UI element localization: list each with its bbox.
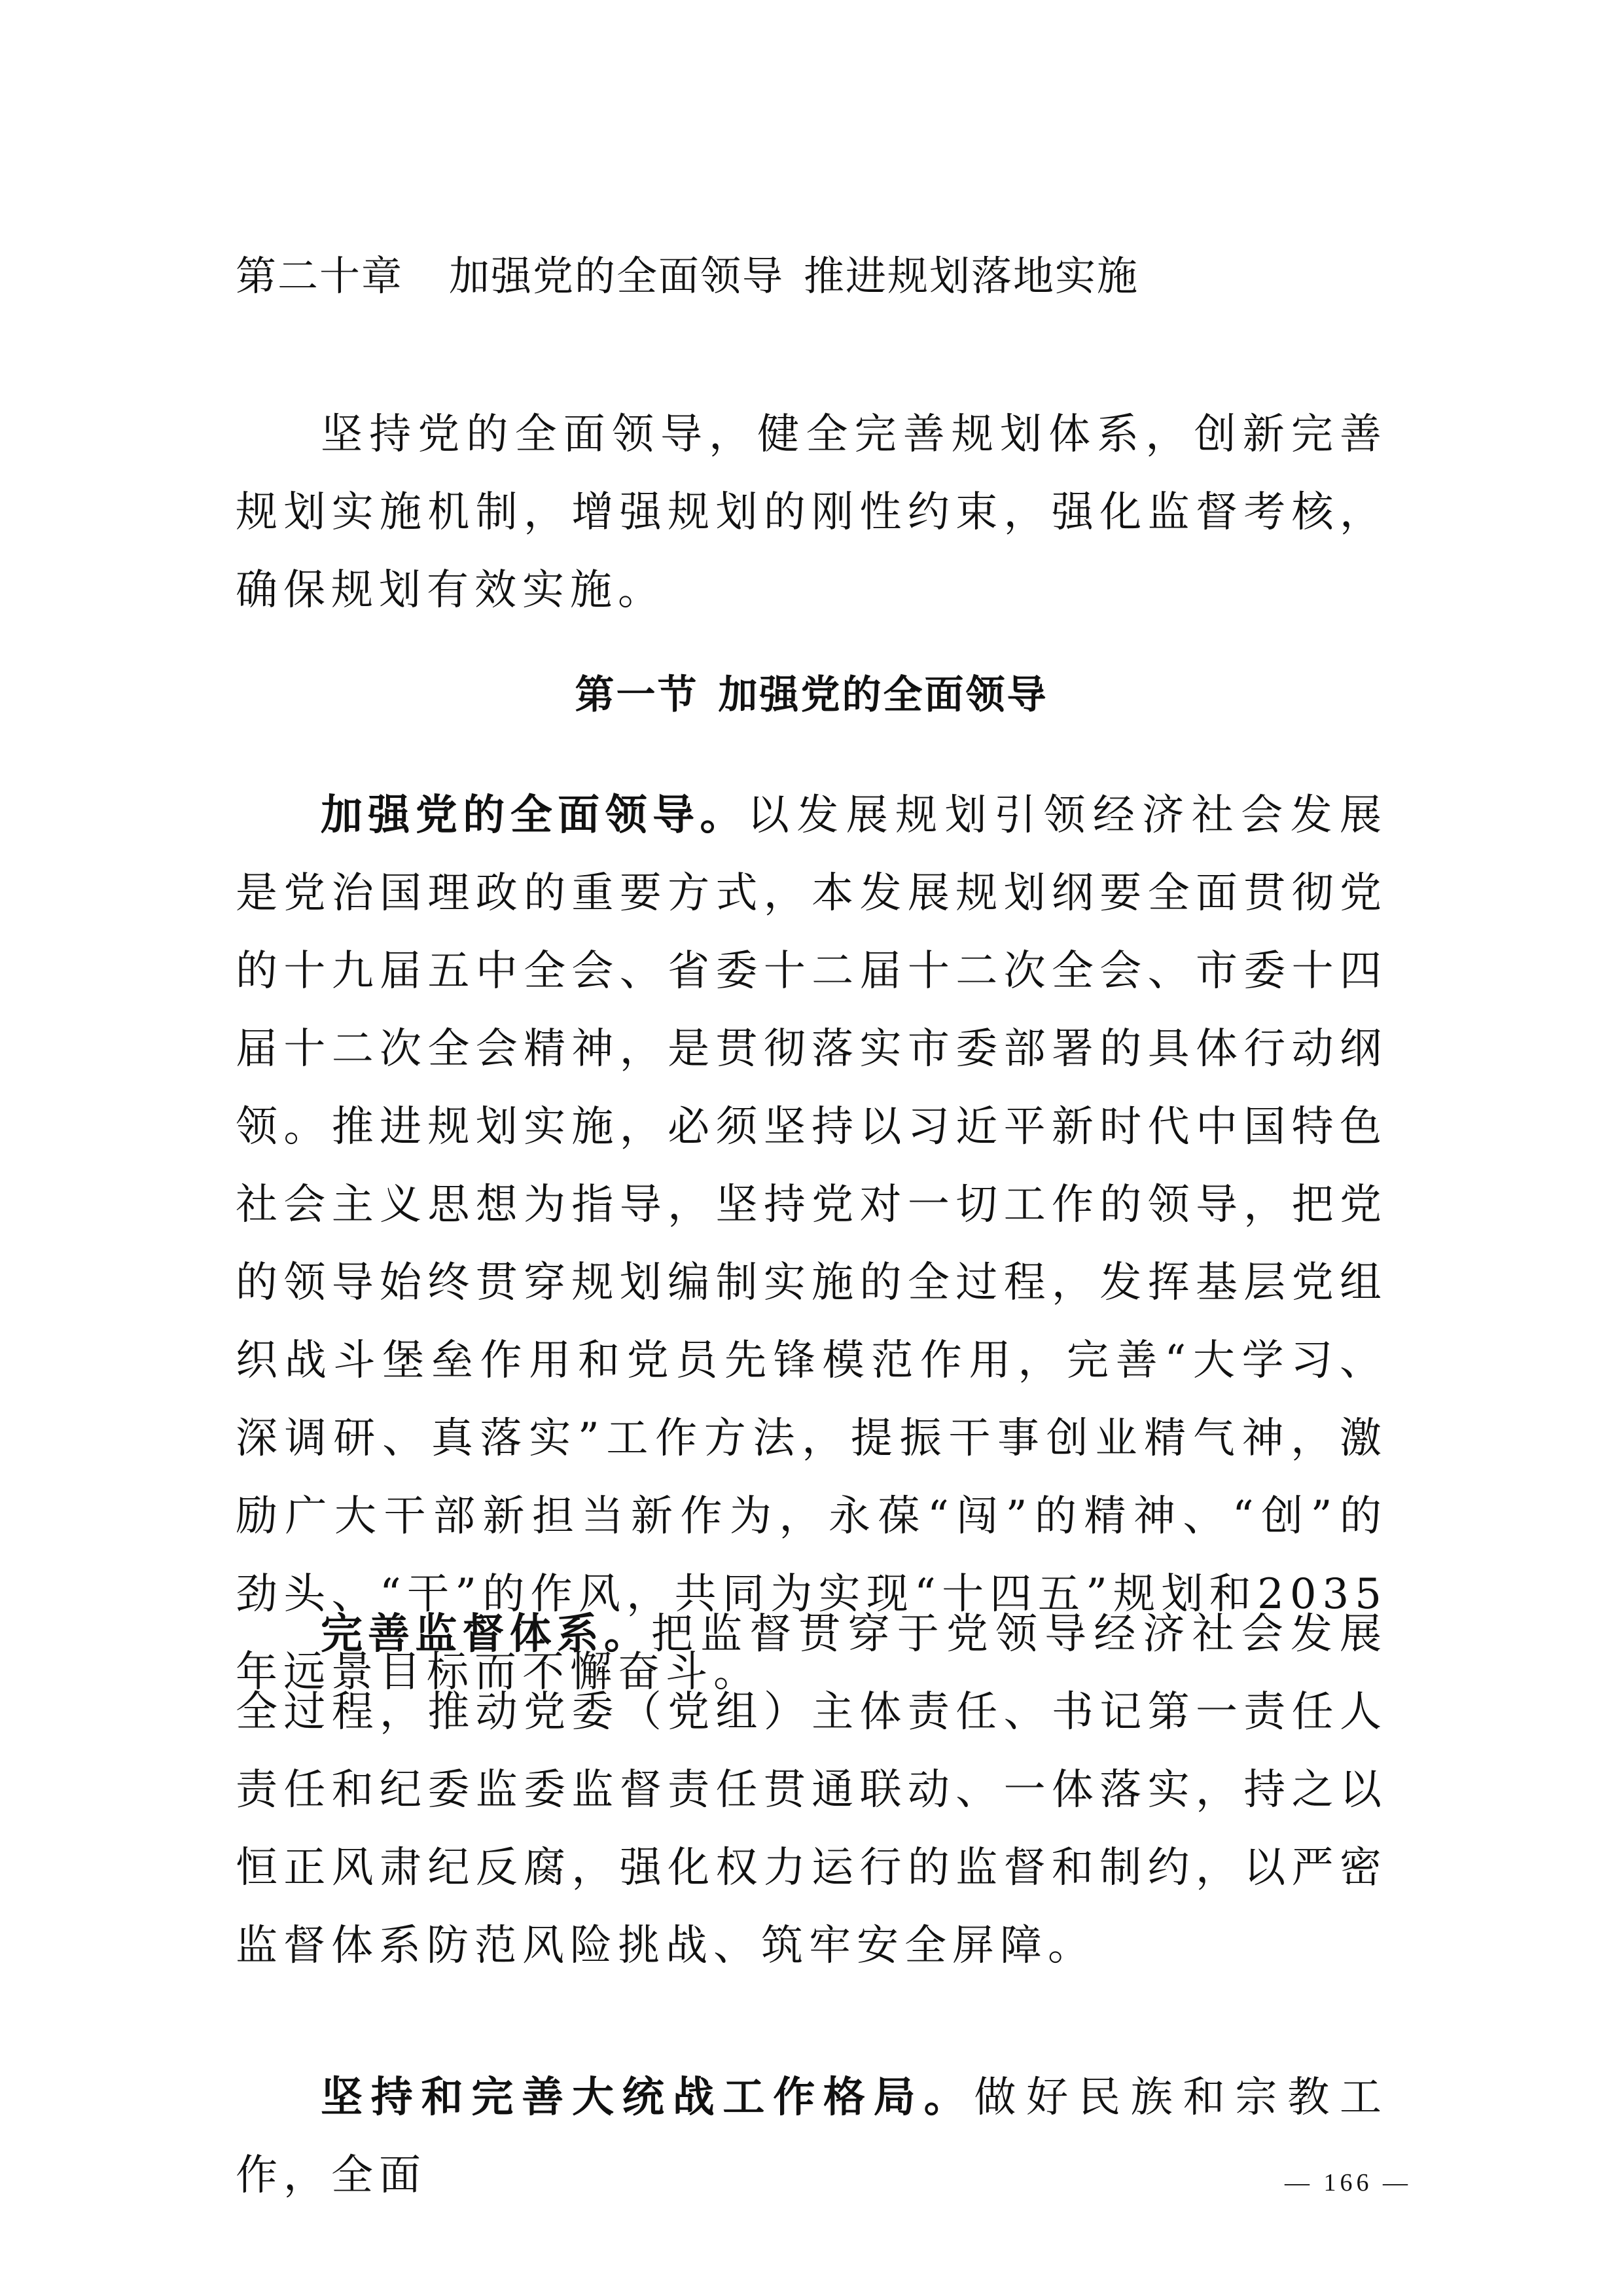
chapter-intro-paragraph: 坚持党的全面领导，健全完善规划体系，创新完善规划实施机制，增强规划的刚性约束，强化监督考核，确保规划有效实施。 (236, 410, 1387, 615)
paragraph-text: 把监督贯穿于党领导经济社会发展全过程，推动党委（党组）主体责任、书记第一责任人责任和纪委监委监督责任贯通联动、一体落实，持之以恒正风肃纪反腐，强化权力运行的监督和制约，以严密监督体系防范风险挑战、筑牢安全屏障。 (236, 1610, 1387, 1970)
paragraph-text: 做好民族和宗教工作，全面 (236, 2073, 1388, 2200)
chapter-number: 第二十章 (236, 252, 404, 300)
paragraph-supervision-system (236, 1596, 1387, 1985)
paragraph-lead: 坚持和完善大统战工作格局。 (321, 2073, 974, 2122)
paragraph-text: 以发展规划引领经济社会发展是党治国理政的重要方式，本发展规划纲要全面贯彻党的十九届五中全会、省委十二届十二次全会、市委十四届十二次全会精神，是贯彻落实市委部署的具体行动纲领。推进规划实施，必须坚持以习近平新时代中国特色社会主义思想为指导，坚持党对一切工作的领导，把党的领导始终贯穿规划编制实施的全过程，发挥基层党组织战斗堡垒作用和党员先锋模范作用，完善“大学习、深调研、真落实”工作方法，提振干事创业精气神，激励广大干部新担当新作为，永葆“闯”的精神、“创”的劲头、“干”的作风，共同为实现“十四五”规划和2035年远景目标而不懈奋斗。 (236, 791, 1388, 1696)
paragraph-lead: 加强党的全面领导。 (321, 791, 747, 840)
paragraph-lead: 完善监督体系。 (321, 1610, 651, 1659)
chapter-title (236, 250, 1387, 302)
paragraph-united-front (236, 2059, 1387, 2215)
paragraph-party-leadership (236, 777, 1387, 1712)
section-number: 第一节 (575, 672, 699, 718)
section-title (236, 669, 1387, 721)
page-number: — 166 — (1285, 2169, 1412, 2197)
chapter-title-part1: 加强党的全面领导 (449, 252, 785, 300)
section-title-text: 加强党的全面领导 (718, 672, 1048, 718)
chapter-title-part2: 推进规划落地实施 (804, 252, 1139, 300)
